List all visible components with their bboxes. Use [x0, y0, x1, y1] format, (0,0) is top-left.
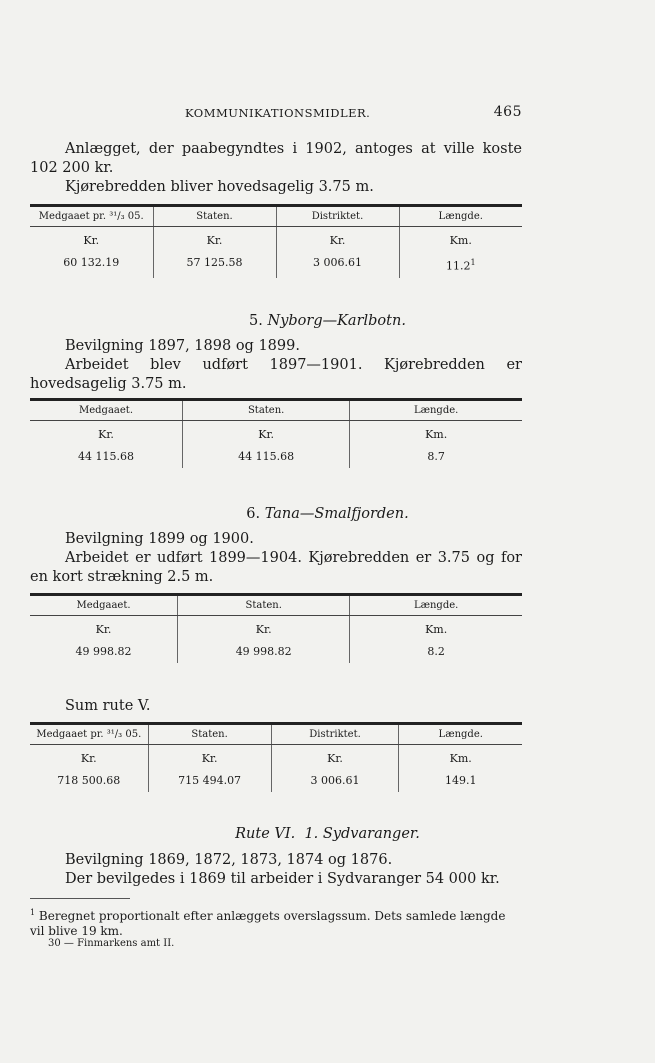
- route-6-title: Rute VI. 1. Sydvaranger.: [235, 826, 420, 842]
- section-6-grants: Bevilgning 1899 og 1900.: [65, 531, 254, 547]
- section-5-grants: Bevilgning 1897, 1898 og 1899.: [65, 338, 300, 354]
- table-4-header: Længde.: [399, 724, 522, 745]
- table-2-cell: 8.7: [427, 450, 445, 463]
- table-3-header: Staten.: [178, 595, 350, 616]
- table-2-header: Længde.: [350, 400, 522, 421]
- table-4-cell: 149.1: [444, 774, 477, 787]
- table-4-unit: Km.: [449, 752, 472, 765]
- table-2-unit: Kr.: [30, 421, 183, 447]
- sum-label: Sum rute V.: [65, 698, 151, 714]
- table-4-cell: 3 006.61: [271, 770, 399, 792]
- table-4-unit: Kr.: [271, 745, 399, 771]
- section-5-work: Arbeidet blev udført 1897—1901. Kjørebredden er hovedsagelig 3.75 m.: [30, 357, 522, 392]
- table-3-header: Medgaaet.: [30, 595, 178, 616]
- header-title: KOMMUNIKATIONSMIDLER.: [185, 106, 371, 120]
- table-1-header: Medgaaet pr. ³¹/₃ 05.: [30, 206, 153, 227]
- table-4-header: Medgaaet pr. ³¹/₃ 05.: [30, 724, 148, 745]
- page-number: 465: [493, 104, 522, 120]
- footnote-mark: 1: [30, 908, 36, 917]
- table-3-unit: Kr.: [30, 616, 178, 642]
- table-4-cell: 715 494.07: [148, 770, 271, 792]
- table-1-header: Distriktet.: [276, 206, 399, 227]
- table-2-cell: 44 115.68: [30, 446, 183, 468]
- table-2-header: Staten.: [183, 400, 350, 421]
- table-3-header: Længde.: [350, 595, 522, 616]
- table-4: [30, 722, 522, 792]
- signature-line: 30 — Finmarkens amt II.: [48, 938, 175, 949]
- footnote-mark: 1: [470, 258, 476, 267]
- table-4-cell: 718 500.68: [30, 770, 148, 792]
- route-6-allocation: Der bevilgedes i 1869 til arbeider i Sydvaranger 54 000 kr.: [65, 871, 500, 887]
- table-4-header: Staten.: [148, 724, 271, 745]
- section-5-title: 5. Nyborg—Karlbotn.: [249, 313, 406, 329]
- table-3-cell: 49 998.82: [30, 641, 178, 663]
- table-1: [30, 204, 522, 278]
- table-1-cell: 57 125.58: [153, 252, 276, 278]
- table-4-unit: Kr.: [30, 745, 148, 771]
- table-2-cell: 44 115.68: [183, 446, 350, 468]
- section-6-work: Arbeidet er udført 1899—1904. Kjørebredden er 3.75 og for en kort strækning 2.5 m.: [30, 550, 522, 585]
- section-6-title: 6. Tana—Smalfjorden.: [246, 506, 409, 522]
- table-3-unit: Km.: [425, 623, 448, 636]
- table-3-cell: 8.2: [427, 645, 445, 658]
- table-1-unit: Kr.: [30, 227, 153, 253]
- table-2-header: Medgaaet.: [30, 400, 183, 421]
- table-4-header: Distriktet.: [271, 724, 399, 745]
- table-4-unit: Kr.: [148, 745, 271, 771]
- table-1-header: Længde.: [399, 206, 522, 227]
- table-1-unit: Kr.: [153, 227, 276, 253]
- table-3-cell: 49 998.82: [178, 641, 350, 663]
- table-1-unit: Km.: [449, 234, 472, 247]
- table-3: [30, 593, 522, 663]
- table-2-unit: Km.: [425, 428, 448, 441]
- table-2: [30, 398, 522, 468]
- footnote-text: Beregnet proportionalt efter anlæggets overslagssum. Dets samlede længde vil blive 19 km.: [30, 909, 506, 938]
- intro-width: Kjørebredden bliver hovedsagelig 3.75 m.: [65, 179, 374, 195]
- table-1-cell: 11.2$^1$: [445, 258, 476, 273]
- table-1-cell: 3 006.61: [276, 252, 399, 278]
- route-6-grants: Bevilgning 1869, 1872, 1873, 1874 og 1876.: [65, 852, 393, 868]
- footnote: [30, 905, 522, 939]
- table-2-unit: Kr.: [183, 421, 350, 447]
- table-1-cell: 60 132.19: [30, 252, 153, 278]
- intro-cost: Anlægget, der paabegyndtes i 1902, antoges at ville koste 102 200 kr.: [30, 141, 522, 176]
- table-3-unit: Kr.: [178, 616, 350, 642]
- table-1-unit: Kr.: [276, 227, 399, 253]
- table-1-header: Staten.: [153, 206, 276, 227]
- footnote-divider: [30, 898, 130, 899]
